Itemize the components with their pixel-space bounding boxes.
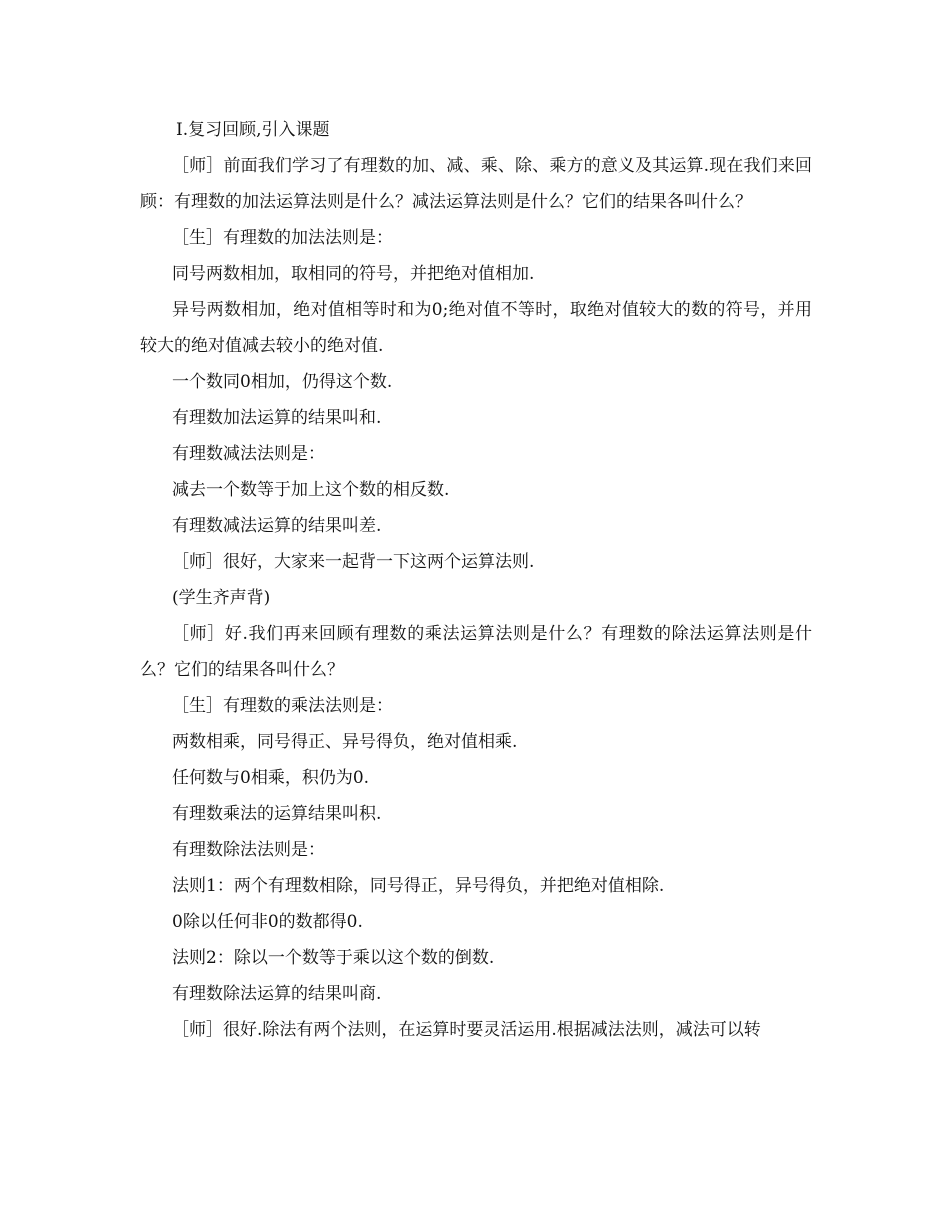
paragraph-addition-rule-same-sign: 同号两数相加，取相同的符号，并把绝对值相加.: [172, 264, 535, 284]
paragraph-multiplication-rule: 两数相乘，同号得正、异号得负，绝对值相乘.: [172, 732, 518, 752]
paragraph-division-result: 有理数除法运算的结果叫商.: [172, 984, 382, 1004]
paragraph-students-recite: (学生齐声背): [172, 588, 271, 608]
paragraph-division-zero: 0除以任何非0的数都得0.: [172, 912, 363, 932]
paragraph-division-rule-2: 法则2：除以一个数等于乘以这个数的倒数.: [172, 948, 495, 968]
paragraph-student-multiplication-intro: ［生］有理数的乘法法则是：: [172, 696, 393, 716]
paragraph-addition-rule-opposite-sign: 异号两数相加，绝对值相等时和为0;绝对值不等时，取绝对值较大的数的符号，并用较大的绝对值减去较小的绝对值.: [140, 300, 812, 356]
section-heading: Ⅰ.复习回顾,引入课题: [176, 120, 330, 140]
paragraph-division-intro: 有理数除法法则是：: [172, 840, 325, 860]
paragraph-teacher-recite: ［师］很好，大家来一起背一下这两个运算法则.: [172, 552, 535, 572]
document-body: [140, 112, 812, 1048]
paragraph-teacher-summary: ［师］很好.除法有两个法则，在运算时要灵活运用.根据减法法则，减法可以转: [172, 1020, 761, 1040]
paragraph-multiplication-result: 有理数乘法的运算结果叫积.: [172, 804, 382, 824]
paragraph-addition-result: 有理数加法运算的结果叫和.: [172, 408, 382, 428]
paragraph-teacher-review-question: ［师］前面我们学习了有理数的加、减、乘、除、乘方的意义及其运算.现在我们来回顾：有理数的加法运算法则是什么？减法运算法则是什么？它们的结果各叫什么？: [140, 156, 812, 212]
paragraph-division-rule-1: 法则1：两个有理数相除，同号得正，异号得负，并把绝对值相除.: [172, 876, 665, 896]
paragraph-student-addition-intro: ［生］有理数的加法法则是：: [172, 228, 393, 248]
paragraph-addition-rule-zero: 一个数同0相加，仍得这个数.: [172, 372, 393, 392]
paragraph-teacher-multiplication-question: ［师］好.我们再来回顾有理数的乘法运算法则是什么？有理数的除法运算法则是什么？它们的结果各叫什么？: [140, 624, 812, 680]
paragraph-subtraction-rule: 减去一个数等于加上这个数的相反数.: [172, 480, 450, 500]
paragraph-subtraction-result: 有理数减法运算的结果叫差.: [172, 516, 382, 536]
paragraph-subtraction-intro: 有理数减法法则是：: [172, 444, 325, 464]
paragraph-multiplication-zero: 任何数与0相乘，积仍为0.: [172, 768, 370, 788]
